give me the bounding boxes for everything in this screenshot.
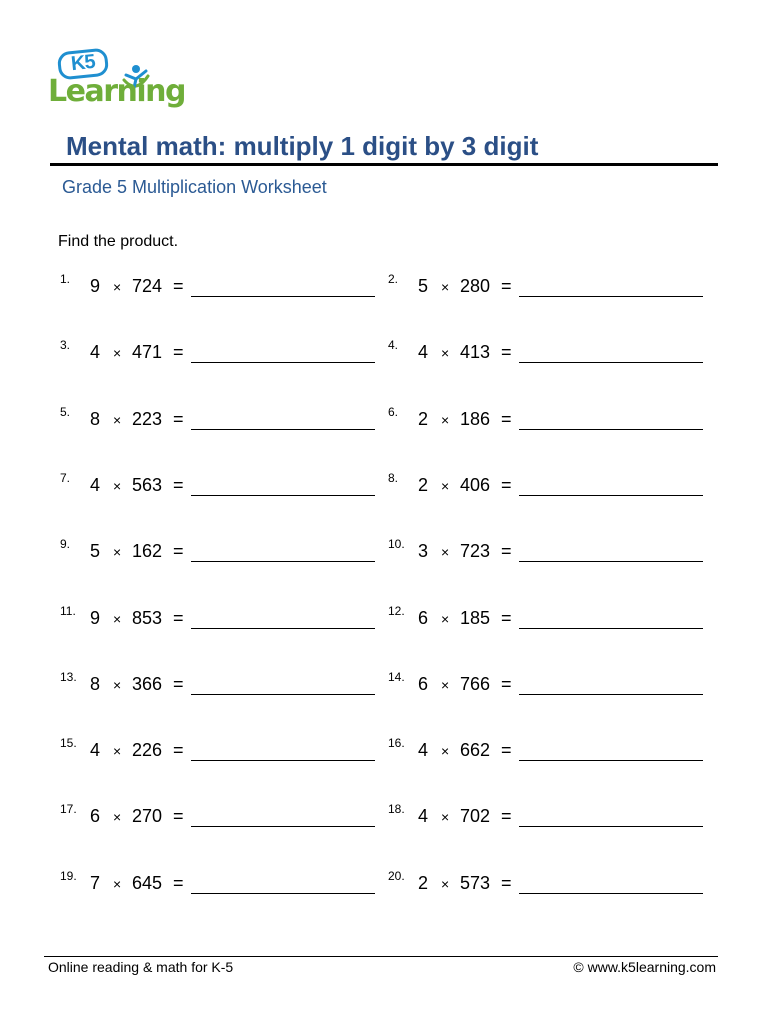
equals-sign: =: [173, 806, 184, 827]
times-sign: ×: [113, 875, 122, 892]
problem-factor-b: 162: [132, 541, 163, 562]
problem-factor-b: 226: [132, 740, 163, 761]
problem-factor-b: 563: [132, 474, 163, 495]
problem-item: [388, 802, 718, 832]
problem-item: [388, 604, 718, 634]
times-sign: ×: [441, 676, 450, 693]
times-sign: ×: [113, 544, 122, 561]
times-sign: ×: [441, 875, 450, 892]
answer-blank[interactable]: [191, 760, 375, 761]
answer-blank[interactable]: [519, 495, 703, 496]
problem-item: [388, 338, 718, 368]
problem-factor-a: 6: [418, 607, 429, 628]
problem-factor-b: 280: [460, 276, 491, 296]
problem-number: 1.: [60, 272, 71, 286]
answer-blank[interactable]: [191, 495, 375, 496]
times-sign: ×: [113, 676, 122, 693]
answer-blank[interactable]: [519, 826, 703, 827]
answer-blank[interactable]: [519, 362, 703, 363]
problem-number: 11.: [60, 603, 76, 618]
problem-factor-a: 7: [90, 872, 101, 893]
equals-sign: =: [173, 474, 184, 495]
times-sign: ×: [113, 477, 122, 494]
problem-item: [388, 670, 718, 700]
problem-item: [388, 272, 718, 302]
equals-sign: =: [501, 276, 512, 296]
problem-number: 20.: [388, 868, 405, 883]
problem-factor-b: 223: [132, 408, 163, 429]
times-sign: ×: [113, 411, 122, 428]
problem-factor-a: 4: [418, 740, 429, 761]
problem-item: [60, 537, 390, 567]
equals-sign: =: [501, 342, 512, 363]
problem-factor-b: 724: [132, 276, 163, 296]
problem-item: [60, 471, 390, 501]
problem-number: 16.: [388, 736, 405, 751]
problem-factor-b: 853: [132, 607, 163, 628]
footer-divider: [44, 956, 718, 957]
answer-blank[interactable]: [191, 628, 375, 629]
problem-item: [60, 338, 390, 368]
equals-sign: =: [501, 872, 512, 893]
times-sign: ×: [113, 809, 122, 826]
problem-factor-b: 723: [460, 541, 491, 562]
answer-blank[interactable]: [191, 296, 375, 297]
problem-factor-b: 662: [460, 740, 491, 761]
problem-number: 12.: [388, 603, 405, 618]
problem-number: 15.: [60, 736, 77, 751]
answer-blank[interactable]: [191, 429, 375, 430]
problem-item: [60, 405, 390, 435]
answer-blank[interactable]: [191, 826, 375, 827]
page-title: Mental math: multiply 1 digit by 3 digit: [66, 131, 539, 161]
equals-sign: =: [173, 872, 184, 893]
problem-factor-a: 5: [90, 541, 101, 562]
problem-factor-b: 645: [132, 872, 163, 893]
times-sign: ×: [441, 809, 450, 826]
problem-number: 7.: [60, 470, 71, 485]
problem-factor-a: 6: [90, 806, 101, 827]
answer-blank[interactable]: [519, 561, 703, 562]
problem-item: [60, 736, 390, 766]
problem-factor-a: 6: [418, 673, 429, 694]
answer-blank[interactable]: [519, 429, 703, 430]
equals-sign: =: [173, 276, 184, 296]
equals-sign: =: [173, 541, 184, 562]
equals-sign: =: [173, 740, 184, 761]
problem-factor-b: 186: [460, 408, 491, 429]
times-sign: ×: [441, 279, 450, 295]
times-sign: ×: [441, 544, 450, 561]
logo-badge-text: K5: [70, 50, 96, 76]
problem-number: 9.: [60, 537, 71, 552]
problem-item: [388, 736, 718, 766]
problem-number: 13.: [60, 669, 77, 684]
footer-tagline: Online reading & math for K-5: [48, 959, 234, 975]
answer-blank[interactable]: [519, 628, 703, 629]
times-sign: ×: [441, 610, 450, 627]
problem-number: 5.: [60, 404, 71, 419]
problem-item: [388, 471, 718, 501]
answer-blank[interactable]: [191, 561, 375, 562]
problem-item: [388, 537, 718, 567]
answer-blank[interactable]: [519, 694, 703, 695]
problem-factor-b: 406: [460, 474, 491, 495]
times-sign: ×: [441, 411, 450, 428]
equals-sign: =: [501, 806, 512, 827]
instruction-text: Find the product.: [58, 233, 179, 250]
problem-factor-a: 4: [90, 342, 101, 363]
footer-website: © www.k5learning.com: [573, 959, 716, 975]
equals-sign: =: [501, 740, 512, 761]
problem-factor-a: 5: [418, 276, 429, 296]
equals-sign: =: [173, 673, 184, 694]
times-sign: ×: [113, 279, 122, 295]
problem-item: [60, 670, 390, 700]
problem-factor-a: 9: [90, 276, 101, 296]
problem-number: 19.: [60, 868, 77, 883]
problem-item: [60, 802, 390, 832]
problem-factor-b: 270: [132, 806, 163, 827]
problem-factor-b: 573: [460, 872, 491, 893]
problem-number: 2.: [388, 272, 399, 286]
problem-factor-a: 9: [90, 607, 101, 628]
answer-blank[interactable]: [191, 694, 375, 695]
problem-factor-a: 4: [90, 474, 101, 495]
problem-factor-b: 471: [132, 342, 163, 363]
equals-sign: =: [501, 673, 512, 694]
times-sign: ×: [441, 743, 450, 760]
problem-factor-b: 185: [460, 607, 491, 628]
problem-factor-b: 366: [132, 673, 163, 694]
problem-number: 14.: [388, 669, 405, 684]
problem-item: [388, 405, 718, 435]
problem-factor-a: 8: [90, 408, 101, 429]
times-sign: ×: [441, 477, 450, 494]
problem-number: 18.: [388, 802, 405, 817]
problem-number: 10.: [388, 537, 405, 552]
problem-item: [388, 869, 718, 899]
problem-number: 17.: [60, 802, 77, 817]
problem-factor-a: 4: [90, 740, 101, 761]
problem-factor-a: 4: [418, 806, 429, 827]
equals-sign: =: [173, 342, 184, 363]
problem-factor-a: 2: [418, 872, 429, 893]
answer-blank[interactable]: [191, 362, 375, 363]
equals-sign: =: [501, 607, 512, 628]
problem-number: 3.: [60, 338, 71, 353]
problem-factor-b: 413: [460, 342, 491, 363]
page-subtitle: Grade 5 Multiplication Worksheet: [62, 177, 327, 197]
answer-blank[interactable]: [519, 760, 703, 761]
problem-item: [60, 272, 390, 302]
equals-sign: =: [173, 408, 184, 429]
problem-factor-b: 766: [460, 673, 491, 694]
equals-sign: =: [501, 408, 512, 429]
problem-factor-a: 8: [90, 673, 101, 694]
problem-factor-a: 2: [418, 408, 429, 429]
times-sign: ×: [113, 345, 122, 362]
answer-blank[interactable]: [519, 296, 703, 297]
problem-item: [60, 869, 390, 899]
problem-factor-a: 4: [418, 342, 429, 363]
times-sign: ×: [113, 610, 122, 627]
answer-blank[interactable]: [191, 893, 375, 894]
problem-factor-a: 2: [418, 474, 429, 495]
equals-sign: =: [173, 607, 184, 628]
answer-blank[interactable]: [519, 893, 703, 894]
times-sign: ×: [113, 743, 122, 760]
logo-wordmark: Learning: [48, 74, 185, 109]
problem-number: 6.: [388, 404, 399, 419]
problem-number: 8.: [388, 470, 399, 485]
problem-item: [60, 604, 390, 634]
equals-sign: =: [501, 474, 512, 495]
problem-number: 4.: [388, 338, 399, 353]
problem-factor-a: 3: [418, 541, 429, 562]
equals-sign: =: [501, 541, 512, 562]
times-sign: ×: [441, 345, 450, 362]
problem-factor-b: 702: [460, 806, 491, 827]
